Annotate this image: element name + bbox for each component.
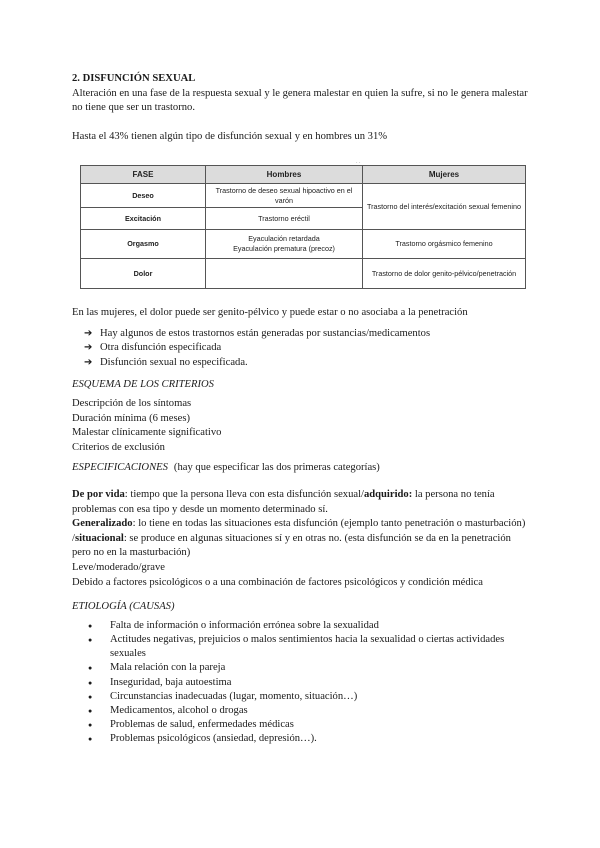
table-row (81, 230, 526, 259)
prevalence-paragraph: Hasta el 43% tienen algún tipo de disfunción sexual y en hombres un 31% (72, 130, 388, 142)
fase-cell: Excitación (81, 208, 206, 230)
spec-severity: Leve/moderado/grave (72, 561, 165, 573)
bullet-icon: ● (88, 706, 93, 715)
table-row (81, 259, 526, 289)
women-note: En las mujeres, el dolor puede ser genito-pélvico y puede estar o no asociaba a la penetración (72, 307, 468, 318)
specs-heading: ESPECIFICACIONES (72, 462, 168, 474)
etiology-heading: ETIOLOGÍA (CAUSAS) (72, 601, 175, 613)
header-mujeres: Mujeres (363, 166, 526, 184)
criteria-item: Descripción de los síntomas (72, 397, 192, 409)
phases-table (80, 165, 526, 289)
hombres-cell (206, 259, 363, 289)
arrow-list (72, 327, 532, 371)
list-item: ● Actitudes negativas, prejuicios o malos sentimientos hacia la sexualidad o ciertas actividades sexuales (88, 633, 505, 660)
list-item: ➔ Hay algunos de estos trastornos están generadas por sustancias/medicamentos (84, 327, 532, 342)
bullet-icon: ● (88, 635, 93, 644)
spec-factors: Debido a factores psicológicos o a una combinación de factores psicológicos y condición médica (72, 576, 483, 588)
list-item: ➔ Otra disfunción especificada (84, 341, 532, 356)
bullet-icon: ● (88, 692, 93, 701)
fase-cell: Dolor (81, 259, 206, 289)
hombres-line: Eyaculación retardada (248, 234, 320, 243)
mujeres-cell: Trastorno de dolor genito-pélvico/penetración (363, 259, 526, 289)
table-header-row (81, 166, 526, 184)
mujeres-cell: Trastorno del interés/excitación sexual femenino (363, 184, 526, 230)
page-top (72, 72, 532, 144)
stray-mark: . . (356, 159, 361, 165)
spec-duration: De por vida: tiempo que la persona lleva con esta disfunción sexual/adquirido: la persona no tenía problemas con esa tipo y desde un momento determinado sí. (72, 488, 495, 515)
header-fase: FASE (81, 166, 206, 184)
definition-paragraph: Alteración en una fase de la respuesta sexual y le genera malestar en quien la sufre, si no le genera malestar no tiene que ser un trastorno. (72, 87, 528, 114)
list-item: ● Problemas de salud, enfermedades médicas (88, 718, 532, 732)
list-item: ● Mala relación con la pareja (88, 661, 532, 675)
arrow-icon: ➔ (84, 356, 93, 368)
bullet-icon: ● (88, 621, 93, 630)
list-item: ● Problemas psicológicos (ansiedad, depresión…). (88, 732, 532, 746)
criteria-heading: ESQUEMA DE LOS CRITERIOS (72, 379, 214, 391)
spec-context: Generalizado: lo tiene en todas las situaciones esta disfunción (ejemplo tanto penetración o masturbación) /situacional: se produce en algunas situaciones sí y en otras no. (esta disfunción se da en la penetración pero no en la masturbación) (72, 518, 526, 559)
hombres-cell: Trastorno eréctil (206, 208, 363, 230)
list-item: ● Falta de información o información errónea sobre la sexualidad (88, 619, 532, 633)
arrow-icon: ➔ (84, 327, 93, 339)
specs-heading-line (72, 461, 532, 476)
bullet-icon: ● (88, 721, 93, 730)
hombres-cell: Trastorno de deseo sexual hipoactivo en el varón (206, 184, 363, 208)
etiology-list (72, 619, 532, 747)
header-hombres: Hombres (206, 166, 363, 184)
hombres-line: Eyaculación prematura (precoz) (233, 244, 335, 253)
hombres-cell (206, 230, 363, 259)
criteria-item: Malestar clínicamente significativo (72, 427, 222, 439)
list-item: ➔ Disfunción sexual no especificada. (84, 356, 532, 371)
table-row (81, 184, 526, 208)
list-item: ● Circunstancias inadecuadas (lugar, momento, situación…) (88, 690, 532, 704)
bullet-icon: ● (88, 678, 93, 687)
arrow-icon: ➔ (84, 342, 93, 354)
page-body (72, 306, 532, 747)
list-item: ● Medicamentos, alcohol o drogas (88, 704, 532, 718)
mujeres-cell: Trastorno orgásmico femenino (363, 230, 526, 259)
bullet-icon: ● (88, 735, 93, 744)
specs-note: (hay que especificar las dos primeras categorías) (173, 462, 380, 474)
bullet-icon: ● (88, 664, 93, 673)
section-title: 2. DISFUNCIÓN SEXUAL (72, 73, 196, 84)
fase-cell: Orgasmo (81, 230, 206, 259)
criteria-item: Criterios de exclusión (72, 441, 165, 453)
fase-cell: Deseo (81, 184, 206, 208)
list-item: ● Inseguridad, baja autoestima (88, 676, 532, 690)
criteria-item: Duración mínima (6 meses) (72, 412, 190, 424)
